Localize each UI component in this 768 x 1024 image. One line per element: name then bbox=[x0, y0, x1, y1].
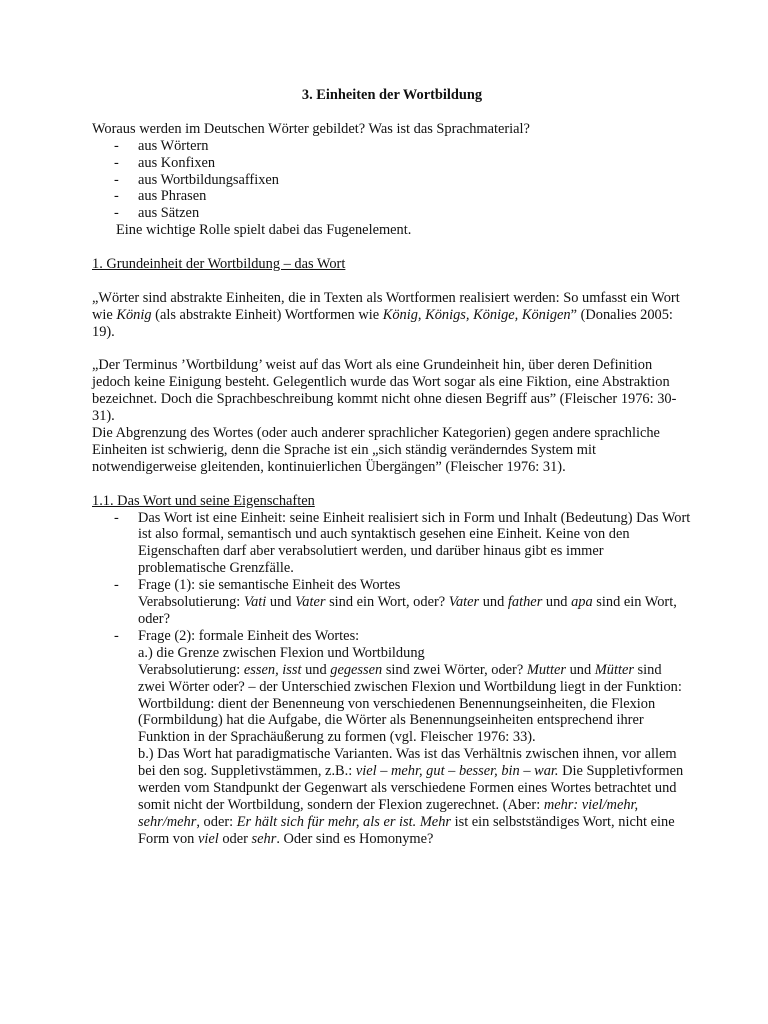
list-item: - aus Sätzen bbox=[114, 205, 200, 222]
page-title: 3. Einheiten der Wortbildung bbox=[301, 87, 483, 103]
list-item: - aus Konfixen bbox=[114, 154, 216, 171]
quote-fleischer: „Der Terminus ’Wortbildung’ weist auf das Wort als eine Grundeinheit hin, über deren Definition jedoch keine Einigung besteht. Gelegentlich wurde das Wort sogar als eine Fiktion, eine Abstraktion bezeichnet. Doch die Sprachbeschreibung kommt nicht ohne diesen Begriff aus” (Fleischer 1976: 30-31). bbox=[92, 357, 677, 425]
list-item: - Das Wort ist eine Einheit: seine Einheit realisiert sich in Form und Inhalt (Bedeutung) Das Wort ist also formal, semantisch und auch syntaktisch gesehen eine Einheit. Keine von den Eigenschaften darf aber verabsolutiert werden, und darüber hinaus gibt es immer problematische Grenzfälle. bbox=[114, 509, 691, 577]
material-list bbox=[92, 138, 692, 223]
list-item: - Frage (2): formale Einheit des Wortes: a.) die Grenze zwischen Flexion und Wortbildung Verabsolutierung: essen, isst und gegessen sind zwei Wörter, oder? Mutter und Mütter sind zwei Wörter oder? – der Unterschied zwischen Flexion und Wortbildung liegt in der Funktion: Wortbildung: dient der Benenneung von verschiedenen Benennungseinheiten, die Flexion (Formbildung) hat die Aufgabe, die Wörter als Benennungseinheiten entsprechend ihrer Funktion in der Sprachäußerung zu formen (vgl. Fleischer 1976: 33). b.) Das Wort hat paradigmatische Varianten. Was ist das Verhältnis zwischen ihnen, vor allem bei den sog. Suppletivstämmen, z.B.: viel – mehr, gut – besser, bin – war. Die Suppletivformen werden vom Standpunkt der Gegenwart als verschiedene Formen eines Wortes betrachtet und somit nicht der Wortbildung, sondern der Flexion zugerechnet. (Aber: mehr: viel/mehr, sehr/mehr, oder: Er hält sich für mehr, als er ist. Mehr ist ein selbstständiges Wort, nicht eine Form von viel oder sehr. Oder sind es Homonyme? bbox=[114, 627, 684, 847]
dash-bullet: - bbox=[114, 188, 119, 205]
quote-donalies: „Wörter sind abstrakte Einheiten, die in Texten als Wortformen realisiert werden: So umfasst ein Wort wie König (als abstrakte Einheit) Wortformen wie König, Königs, Könige, Königen” (Donalies 2005: 19). bbox=[92, 289, 680, 340]
dash-bullet: - bbox=[114, 137, 119, 154]
list-item: - Frage (1): sie semantische Einheit des Wortes Verabsolutierung: Vati und Vater sind ein Wort, oder? Vater und father und apa sind ein Wort, oder? bbox=[114, 577, 677, 628]
intro-question: Woraus werden im Deutschen Wörter gebildet? Was ist das Sprachmaterial? bbox=[92, 120, 530, 137]
paragraph-abgrenzung: Die Abgrenzung des Wortes (oder auch anderer sprachlicher Kategorien) gegen andere sprachliche Einheiten ist schwierig, denn die Sprache ist ein „sich ständig veränderndes System mit notwendigerweise gleitenden, kontinuierlichen Übergängen” (Fleischer 1976: 31). bbox=[92, 425, 660, 475]
subsection-heading: 1.1. Das Wort und seine Eigenschaften bbox=[92, 492, 315, 509]
dash-bullet: - bbox=[114, 627, 119, 644]
document-page bbox=[92, 84, 692, 848]
list-item: - aus Wörtern bbox=[114, 137, 209, 154]
intro-note: Eine wichtige Rolle spielt dabei das Fugenelement. bbox=[116, 222, 412, 239]
dash-bullet: - bbox=[114, 509, 119, 526]
properties-list bbox=[92, 510, 692, 848]
dash-bullet: - bbox=[114, 577, 119, 594]
dash-bullet: - bbox=[114, 205, 119, 222]
dash-bullet: - bbox=[114, 171, 119, 188]
dash-bullet: - bbox=[114, 154, 119, 171]
section-heading: 1. Grundeinheit der Wortbildung – das Wort bbox=[92, 256, 346, 273]
list-item: - aus Wortbildungsaffixen bbox=[114, 171, 279, 188]
list-item: - aus Phrasen bbox=[114, 188, 207, 205]
